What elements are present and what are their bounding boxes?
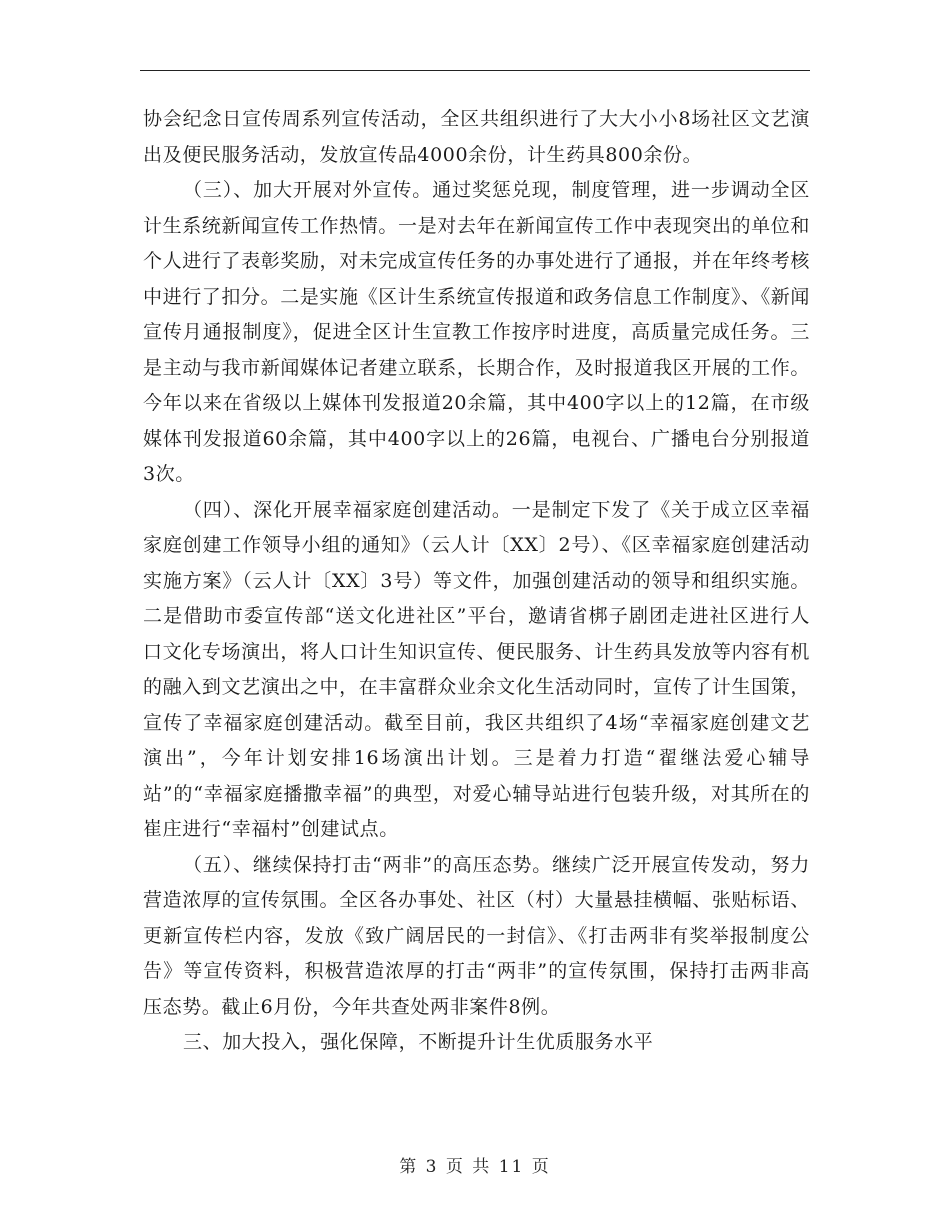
header-rule bbox=[140, 70, 810, 71]
paragraph-continuation: 协会纪念日宣传周系列宣传活动，全区共组织进行了大大小小8场社区文艺演出及便民服务活动，发放宣传品4000余份，计生药具800余份。 bbox=[143, 108, 810, 166]
paragraph-section-5-two-nons: （五）、继续保持打击“两非”的高压态势。继续广泛开展宣传发动，努力营造浓厚的宣传氛围。全区各办事处、社区（村）大量悬挂横幅、张贴标语、更新宣传栏内容，发放《致广阔居民的一封信》、《打击两非有奖举报制度公告》等宣传资料，积极营造浓厚的打击“两非”的宣传氛围，保持打击两非高压态势。截止6月份，今年共查处两非案件8例。 bbox=[143, 853, 810, 1018]
document-body bbox=[143, 102, 810, 1061]
page-number-footer: 第 3 页 共 11 页 bbox=[399, 1157, 551, 1177]
paragraph-section-3-external-publicity: （三）、加大开展对外宣传。通过奖惩兑现，制度管理，进一步调动全区计生系统新闻宣传工作热情。一是对去年在新闻宣传工作中表现突出的单位和个人进行了表彰奖励，对未完成宣传任务的办事处进行了通报，并在年终考核中进行了扣分。二是实施《区计生系统宣传报道和政务信息工作制度》、《新闻宣传月通报制度》，促进全区计生宣教工作按序时进度，高质量完成任务。三是主动与我市新闻媒体记者建立联系，长期合作，及时报道我区开展的工作。今年以来在省级以上媒体刊发报道20余篇，其中400字以上的12篇，在市级媒体刊发报道60余篇，其中400字以上的26篇，电视台、广播电台分别报道3次。 bbox=[143, 179, 811, 485]
section-heading-3: 三、加大投入，强化保障，不断提升计生优质服务水平 bbox=[183, 1031, 654, 1053]
paragraph-section-4-happy-family: （四）、深化开展幸福家庭创建活动。一是制定下发了《关于成立区幸福家庭创建工作领导小组的通知》（云人计〔XX〕2号）、《区幸福家庭创建活动实施方案》（云人计〔XX〕3号）等文件，加强创建活动的领导和组织实施。二是借助市委宣传部“送文化进社区”平台，邀请省梆子剧团走进社区进行人口文化专场演出，将人口计生知识宣传、便民服务、计生药具发放等内容有机的融入到文艺演出之中，在丰富群众业余文化生活动同时，宣传了计生国策，宣传了幸福家庭创建活动。截至目前，我区共组织了4场“幸福家庭创建文艺演出”，今年计划安排16场演出计划。三是着力打造“翟继法爱心辅导站”的“幸福家庭播撒幸福”的典型，对爱心辅导站进行包装升级，对其所在的崔庄进行“幸福村”创建试点。 bbox=[143, 498, 810, 840]
